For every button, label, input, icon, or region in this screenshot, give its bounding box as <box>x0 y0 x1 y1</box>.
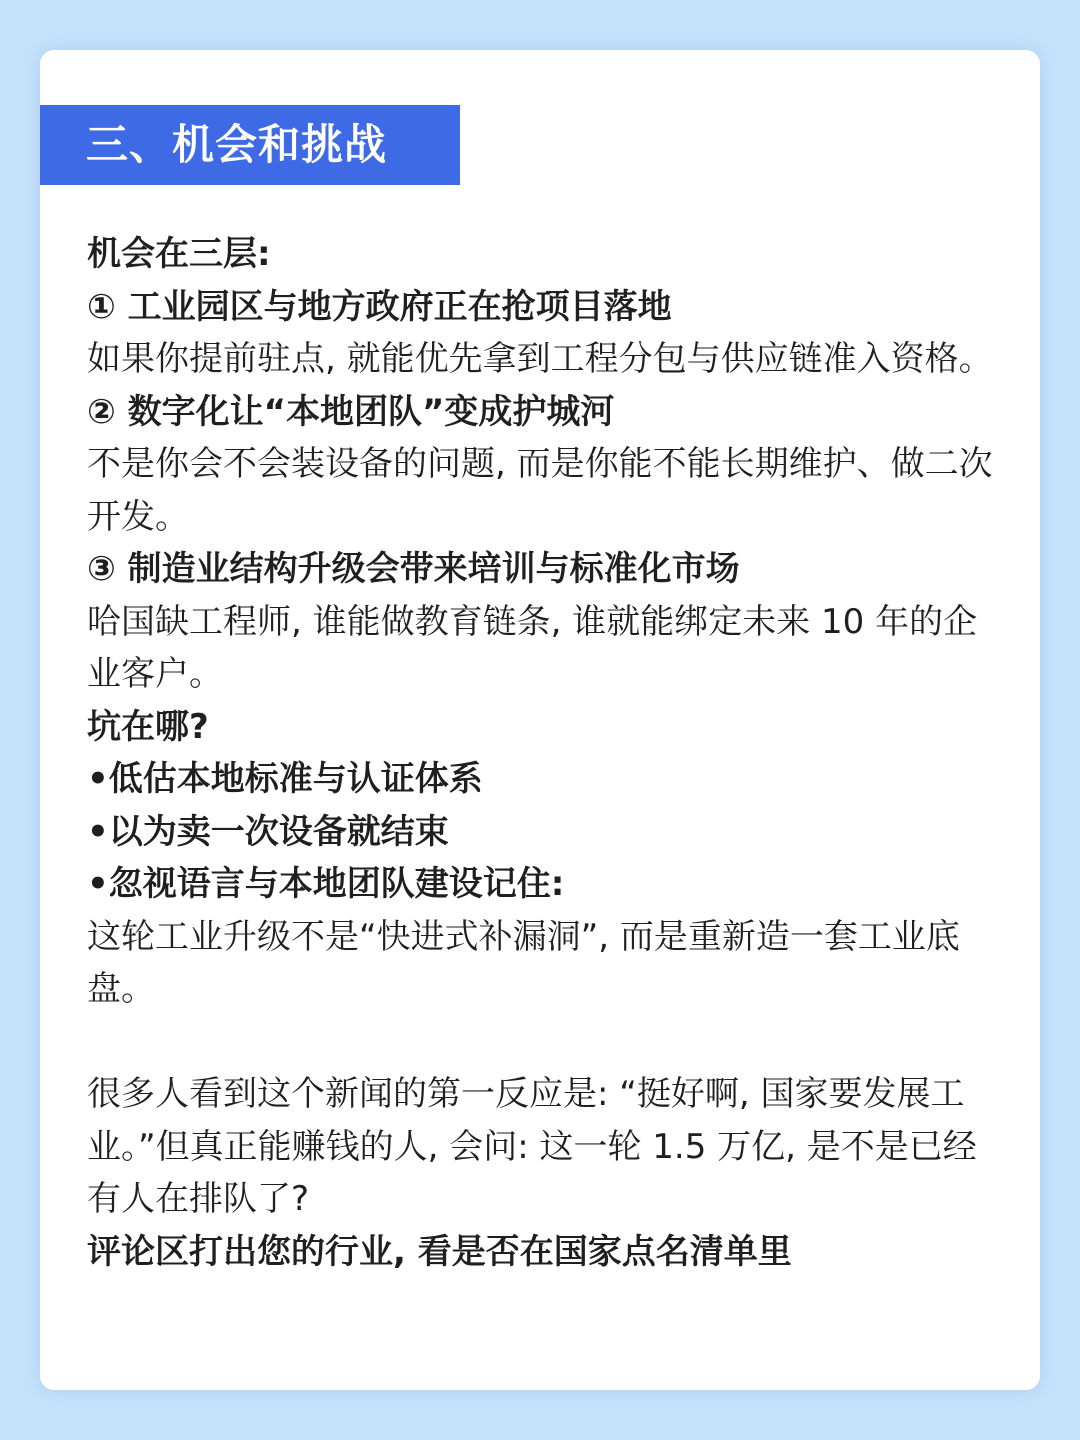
call-to-action: 评论区打出您的行业, 看是否在国家点名清单里 <box>87 1231 792 1272</box>
section-title: 三、机会和挑战 <box>86 120 388 169</box>
opportunity-body-1: 如果你提前驻点, 就能优先拿到工程分包与供应链准入资格。 <box>87 339 993 379</box>
section-title-banner <box>40 105 460 185</box>
opportunity-title-1: ① 工业园区与地方政府正在抢项目落地 <box>87 286 672 327</box>
opportunity-title-3: ③ 制造业结构升级会带来培训与标准化市场 <box>87 549 740 589</box>
pitfall-item-1: •低估本地标准与认证体系 <box>87 759 483 799</box>
paragraph-spacer <box>87 1016 1002 1069</box>
pitfalls-heading: 坑在哪? <box>87 706 209 747</box>
closing-paragraph: 很多人看到这个新闻的第一反应是: “挺好啊, 国家要发展工业。”但真正能赚钱的人, 会问: 这一轮 1.5 万亿, 是不是已经有人在排队了? <box>87 1074 977 1219</box>
opportunity-body-3: 哈国缺工程师, 谁能做教育链条, 谁就能绑定未来 10 年的企业客户。 <box>87 601 978 694</box>
pitfall-note: 这轮工业升级不是“快进式补漏洞”, 而是重新造一套工业底盘。 <box>87 916 960 1009</box>
opportunities-heading: 机会在三层: <box>87 234 271 274</box>
opportunity-title-2: ② 数字化让“本地团队”变成护城河 <box>87 391 615 432</box>
opportunity-body-2: 不是你会不会装设备的问题, 而是你能不能长期维护、做二次开发。 <box>87 444 993 537</box>
pitfall-item-2: •以为卖一次设备就结束 <box>87 811 449 852</box>
pitfall-item-3: •忽视语言与本地团队建设记住: <box>87 864 565 904</box>
article-body <box>87 228 1002 1278</box>
